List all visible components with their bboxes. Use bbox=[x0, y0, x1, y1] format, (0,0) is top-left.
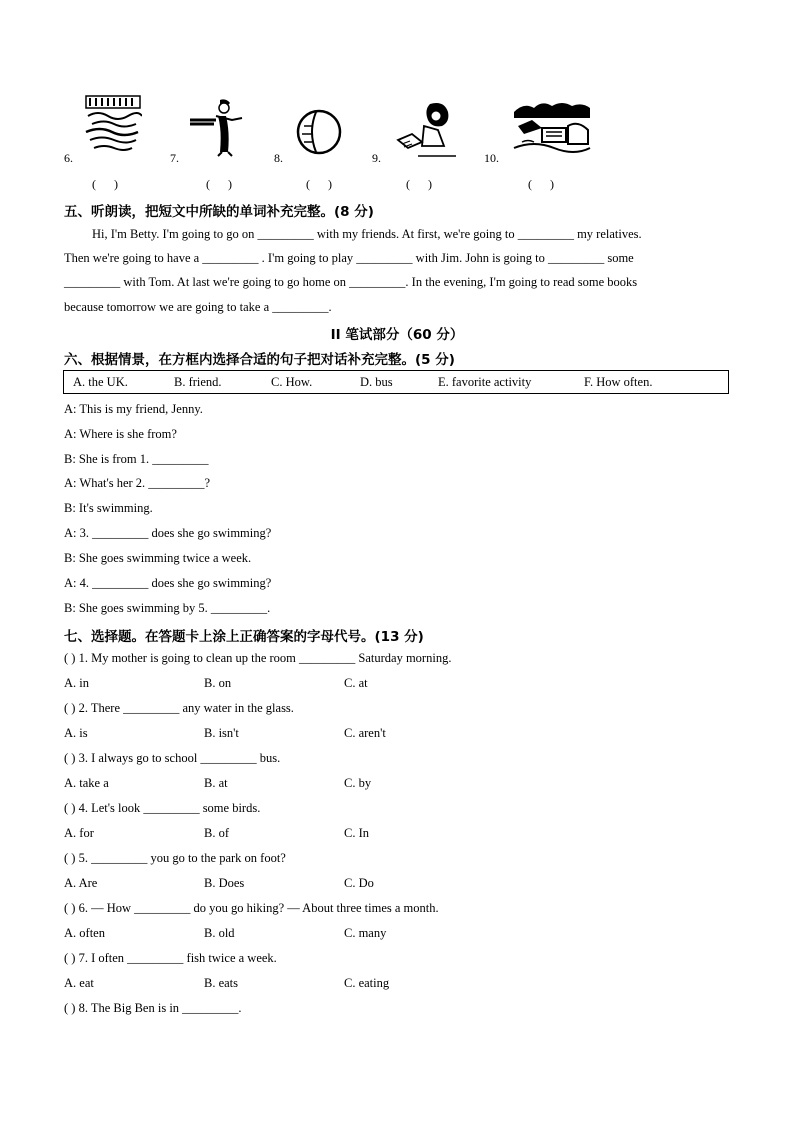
landscape-icon bbox=[512, 98, 592, 156]
choice-b[interactable]: B. of bbox=[204, 826, 229, 840]
answer-bracket[interactable]: ( ) bbox=[206, 177, 232, 191]
choice-c[interactable]: C. In bbox=[344, 826, 369, 840]
river-scene-icon bbox=[84, 94, 142, 156]
answer-bracket[interactable]: ( ) bbox=[528, 177, 554, 191]
choice-a[interactable]: A. Are bbox=[64, 876, 98, 890]
choice-b[interactable]: B. isn't bbox=[204, 726, 239, 740]
choice-c[interactable]: C. many bbox=[344, 926, 387, 940]
choice-b[interactable]: B. old bbox=[204, 926, 235, 940]
choice-c[interactable]: C. aren't bbox=[344, 726, 386, 740]
reading-girl-icon bbox=[394, 100, 460, 160]
options-box bbox=[63, 370, 729, 394]
option-c: C. How. bbox=[271, 375, 313, 389]
answer-bracket[interactable]: ( ) bbox=[406, 177, 432, 191]
part-2-title: II 笔试部分（60 分） bbox=[330, 327, 464, 343]
option-e: E. favorite activity bbox=[438, 375, 532, 389]
question-6: ( ) 6. — How _________ do you go hiking? — About three times a month. bbox=[64, 901, 439, 915]
choice-b[interactable]: B. at bbox=[204, 776, 228, 790]
dialogue-line: B: She goes swimming by 5. _________. bbox=[64, 601, 271, 615]
dialogue-line: B: She is from 1. _________ bbox=[64, 452, 209, 466]
dialogue-line: B: She goes swimming twice a week. bbox=[64, 551, 252, 565]
dialogue-line: A: 4. _________ does she go swimming? bbox=[64, 576, 272, 590]
choice-c[interactable]: C. by bbox=[344, 776, 372, 790]
passage-line: Then we're going to have a _________ . I'm going to play _________ with Jim. John is going to _________ some bbox=[64, 251, 634, 265]
question-2: ( ) 2. There _________ any water in the glass. bbox=[64, 701, 294, 715]
picture-number: 7. bbox=[170, 151, 179, 165]
choice-b[interactable]: B. on bbox=[204, 676, 232, 690]
dialogue-line: A: What's her 2. _________? bbox=[64, 476, 211, 490]
question-4: ( ) 4. Let's look _________ some birds. bbox=[64, 801, 261, 815]
choice-a[interactable]: A. eat bbox=[64, 976, 94, 990]
section-7-heading: 七、选择题。在答题卡上涂上正确答案的字母代号。(13 分) bbox=[64, 629, 424, 645]
dialogue-line: A: This is my friend, Jenny. bbox=[64, 402, 203, 416]
choice-b[interactable]: B. Does bbox=[204, 876, 245, 890]
picture-number: 6. bbox=[64, 151, 73, 165]
question-1: ( ) 1. My mother is going to clean up the room _________ Saturday morning. bbox=[64, 651, 452, 665]
section-5-heading: 五、听朗读，把短文中所缺的单词补充完整。(8 分) bbox=[64, 204, 374, 220]
choice-c[interactable]: C. at bbox=[344, 676, 368, 690]
answer-bracket[interactable]: ( ) bbox=[92, 177, 118, 191]
choice-c[interactable]: C. Do bbox=[344, 876, 374, 890]
choice-a[interactable]: A. in bbox=[64, 676, 89, 690]
choice-c[interactable]: C. eating bbox=[344, 976, 390, 990]
section-6-heading: 六、根据情景，在方框内选择合适的句子把对话补充完整。(5 分) bbox=[64, 352, 455, 368]
fishing-person-icon bbox=[186, 98, 248, 158]
passage-line: Hi, I'm Betty. I'm going to go on _________ with my friends. At first, we're going to _________ my relatives. bbox=[92, 227, 642, 241]
passage-line: because tomorrow we are going to take a _________. bbox=[64, 300, 332, 314]
picture-number: 9. bbox=[372, 151, 381, 165]
choice-b[interactable]: B. eats bbox=[204, 976, 239, 990]
question-7: ( ) 7. I often _________ fish twice a week. bbox=[64, 951, 277, 965]
question-8: ( ) 8. The Big Ben is in _________. bbox=[64, 1001, 242, 1015]
option-b: B. friend. bbox=[174, 375, 222, 389]
picture-number: 10. bbox=[484, 151, 499, 165]
dialogue-line: A: Where is she from? bbox=[64, 427, 177, 441]
question-5: ( ) 5. _________ you go to the park on foot? bbox=[64, 851, 286, 865]
passage-line: _________ with Tom. At last we're going to go home on _________. In the evening, I'm going to read some books bbox=[64, 275, 638, 289]
picture-number: 8. bbox=[274, 151, 283, 165]
choice-a[interactable]: A. is bbox=[64, 726, 88, 740]
answer-bracket[interactable]: ( ) bbox=[306, 177, 332, 191]
choice-a[interactable]: A. often bbox=[64, 926, 105, 940]
dialogue-line: A: 3. _________ does she go swimming? bbox=[64, 526, 272, 540]
question-3: ( ) 3. I always go to school _________ bus. bbox=[64, 751, 281, 765]
choice-a[interactable]: A. take a bbox=[64, 776, 109, 790]
option-f: F. How often. bbox=[584, 375, 653, 389]
ball-icon bbox=[294, 108, 344, 156]
option-a: A. the UK. bbox=[73, 375, 128, 389]
dialogue-line: B: It's swimming. bbox=[64, 501, 153, 515]
option-d: D. bus bbox=[360, 375, 393, 389]
choice-a[interactable]: A. for bbox=[64, 826, 94, 840]
